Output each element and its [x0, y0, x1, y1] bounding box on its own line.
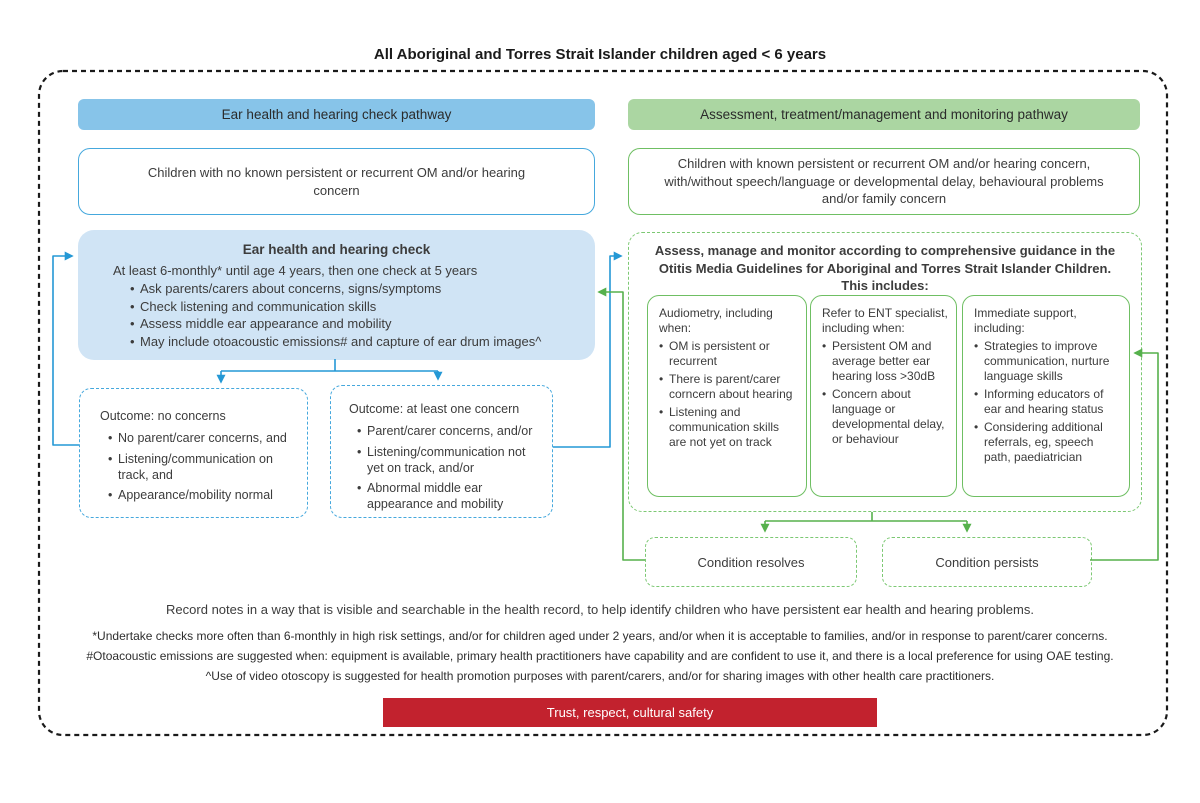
bullet-item: • There is parent/carer corncern about hearing	[659, 372, 798, 402]
assess-manage-monitor-title: Assess, manage and monitor according to comprehensive guidance in the Otitis Media Guidelines for Aboriginal and Torres Strait Islander Children. This includes:	[654, 243, 1116, 294]
immediate-support-box	[962, 295, 1130, 497]
bullet-item: • Appearance/mobility normal	[108, 487, 295, 503]
left-pathway-header	[78, 99, 595, 130]
left-entry-text: Children with no known persistent or recurrent OM and/or hearing concern	[147, 164, 526, 198]
bullet-item: • Ask parents/carers about concerns, signs/symptoms	[130, 280, 595, 298]
audiometry-title: Audiometry, including when:	[659, 306, 773, 335]
ear-health-check-title: Ear health and hearing check	[242, 242, 431, 257]
ear-health-check-subtitle: At least 6-monthly* until age 4 years, then one check at 5 years	[113, 262, 478, 278]
left-entry-box	[78, 148, 595, 215]
bullet-item: • No parent/carer concerns, and	[108, 430, 295, 446]
bullet-item: • Persistent OM and average better ear hearing loss >30dB	[822, 339, 948, 384]
footnote-asterisk: *Undertake checks more often than 6-monthly in high risk settings, and/or for children aged under 2 years, and/or when it is acceptable to families, and/or in response to parent/carer concerns.	[92, 629, 1108, 643]
trust-respect-banner-label: Trust, respect, cultural safety	[546, 705, 714, 720]
arrow-recheck-loop	[53, 256, 79, 445]
bullet-item: • Informing educators of ear and hearing status	[974, 387, 1121, 417]
outcome-no-concerns-box	[79, 388, 308, 518]
outcome-concern-bullets	[357, 423, 544, 512]
condition-persists-label: Condition persists	[935, 554, 1039, 570]
left-pathway-header-label: Ear health and hearing check pathway	[221, 107, 452, 122]
immediate-support-title: Immediate support, including:	[974, 306, 1077, 335]
bullet-item: • Considering additional referrals, eg, speech path, paediatrician	[974, 420, 1121, 465]
bullet-item: • Listening and communication skills are not yet on track	[659, 405, 798, 450]
condition-persists-box	[882, 537, 1092, 587]
ent-referral-title: Refer to ENT specialist, including when:	[822, 306, 948, 335]
audiometry-box	[647, 295, 807, 497]
bullet-item: • Check listening and communication skills	[130, 298, 595, 316]
trust-respect-banner	[383, 698, 877, 727]
bullet-item: • Parent/carer concerns, and/or	[357, 423, 544, 439]
bullet-item: • May include otoacoustic emissions# and capture of ear drum images^	[130, 333, 595, 351]
ent-referral-bullets	[822, 339, 948, 447]
outcome-concern-title: Outcome: at least one concern	[349, 402, 520, 416]
page-title: All Aboriginal and Torres Strait Islander children aged < 6 years	[373, 46, 827, 63]
bullet-item: • Abnormal middle ear appearance and mobility	[357, 480, 544, 513]
outcome-no-concerns-title: Outcome: no concerns	[100, 409, 226, 423]
right-entry-text: Children with known persistent or recurrent OM and/or hearing concern, with/without speech/language or developmental delay, behavioural problems and/or family concern	[664, 156, 1104, 207]
condition-resolves-box	[645, 537, 857, 587]
right-pathway-header	[628, 99, 1140, 130]
audiometry-bullets	[659, 339, 798, 450]
ent-referral-box	[810, 295, 957, 497]
bullet-item: • Listening/communication on track, and	[108, 451, 295, 484]
bullet-item: • Strategies to improve communication, nurture language skills	[974, 339, 1121, 384]
right-pathway-header-label: Assessment, treatment/management and monitoring pathway	[700, 107, 1068, 122]
record-notes-text: Record notes in a way that is visible and searchable in the health record, to help identify children who have persistent ear health and hearing problems.	[166, 602, 1034, 617]
ear-health-check-bullets	[130, 280, 595, 352]
immediate-support-bullets	[974, 339, 1121, 465]
bullet-item: • Listening/communication not yet on track, and/or	[357, 444, 544, 477]
footnote-hash: #Otoacoustic emissions are suggested when: equipment is available, primary health practitioners have capability and are confident to use it, and there is a local preference for using OAE testing.	[86, 649, 1114, 663]
ear-health-check-box	[78, 230, 595, 360]
footnote-caret: ^Use of video otoscopy is suggested for health promotion purposes with parent/carers, and/or for sharing images with other health care practitioners.	[205, 669, 995, 683]
footnotes	[0, 629, 1200, 689]
condition-resolves-label: Condition resolves	[697, 554, 805, 570]
right-entry-box	[628, 148, 1140, 215]
outcome-concern-box	[330, 385, 553, 518]
outcome-no-concerns-bullets	[108, 430, 295, 503]
bullet-item: • Concern about language or developmental delay, or behaviour	[822, 387, 948, 447]
bullet-item: • OM is persistent or recurrent	[659, 339, 798, 369]
bullet-item: • Assess middle ear appearance and mobility	[130, 315, 595, 333]
